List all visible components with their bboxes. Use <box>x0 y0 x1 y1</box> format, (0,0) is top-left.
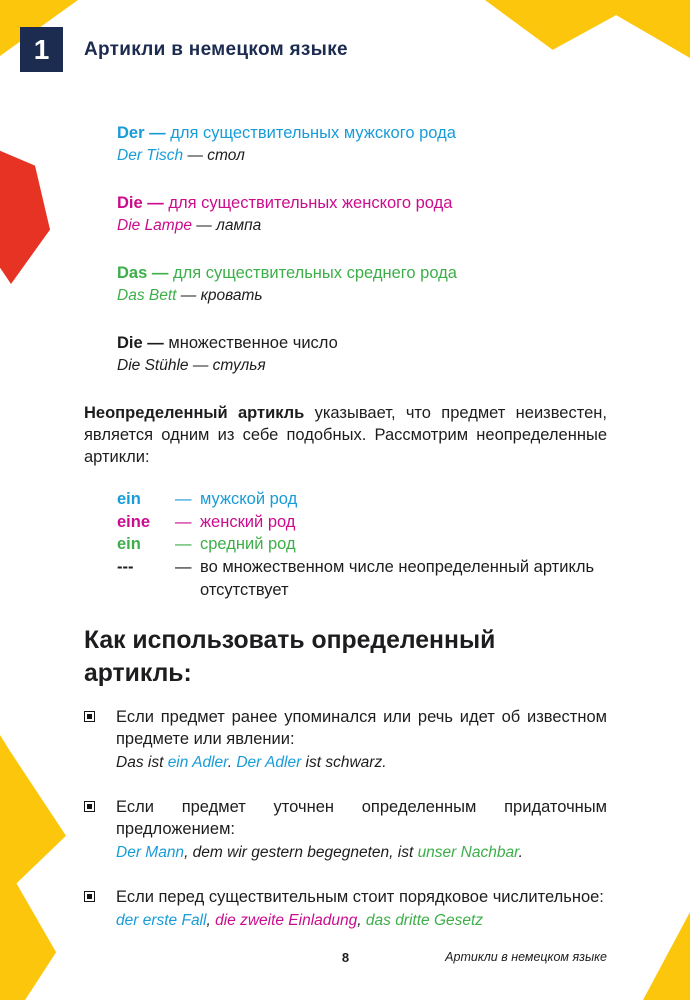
example-segment: , dem wir gestern begegneten, ist <box>184 844 418 862</box>
paragraph-lead: Неопределенный артикль <box>84 403 305 422</box>
article-description: для существительных мужского рода <box>170 124 456 142</box>
rule-text: Если предмет ранее упоминался или речь идет об известном предмете или явлении: <box>116 707 607 749</box>
indefinite-description: во множественном числе неопределенный артикль отсутствует <box>200 558 595 599</box>
indefinite-description: женский род <box>200 512 296 531</box>
rule-body <box>116 886 607 932</box>
example-segment: unser Nachbar <box>417 844 519 862</box>
rule-item-2 <box>84 796 607 864</box>
indefinite-term: ein <box>117 535 141 554</box>
dash: — <box>175 489 192 508</box>
example-segment: ist schwarz. <box>301 754 387 772</box>
rules-heading: Как использовать определенный артикль: <box>84 626 496 687</box>
page-number: 8 <box>341 950 350 965</box>
article-entry-line <box>117 332 607 354</box>
example-segment: . <box>518 844 523 862</box>
indefinite-description: мужской род <box>200 489 298 508</box>
example-german: Die Lampe <box>117 216 192 234</box>
indefinite-article-paragraph <box>84 402 607 468</box>
square-bullet-icon <box>84 711 95 722</box>
article-description: для существительных женского рода <box>168 193 453 212</box>
rule-item-1 <box>84 706 607 774</box>
article-term: Die — <box>117 193 164 212</box>
example-translation: — кровать <box>176 286 263 304</box>
article-entry-die-plural <box>117 332 607 377</box>
indefinite-row <box>117 511 607 534</box>
example-segment: das dritte Gesetz <box>365 912 484 930</box>
rule-item-3 <box>84 886 607 932</box>
indefinite-term: ein <box>117 489 141 508</box>
example-segment: , <box>206 912 216 930</box>
indefinite-description: средний род <box>200 535 296 554</box>
example-translation: — стол <box>183 147 245 165</box>
example-segment: die zweite Einladung <box>215 912 358 930</box>
page-header <box>0 0 690 72</box>
article-entry-das <box>117 262 607 307</box>
example-segment: Das ist <box>116 754 168 772</box>
indefinite-row <box>117 488 607 511</box>
rule-example <box>116 911 607 932</box>
article-description: для существительных среднего рода <box>172 263 457 282</box>
dash: — <box>175 558 192 577</box>
article-term: Der — <box>117 124 166 142</box>
example-german: Die Stühle <box>117 356 189 374</box>
dash: — <box>175 512 192 531</box>
example-segment: Der Adler <box>236 754 302 772</box>
rule-example <box>116 753 607 774</box>
indefinite-articles-list <box>117 488 607 602</box>
article-example <box>117 146 607 167</box>
page-title: Артикли в немецком языке <box>84 38 348 60</box>
page-content <box>0 122 690 932</box>
article-term: Das — <box>117 263 169 282</box>
article-entry-die <box>117 192 607 237</box>
example-german: Das Bett <box>117 286 177 304</box>
indefinite-term: --- <box>117 558 134 577</box>
article-example <box>117 216 607 237</box>
chapter-number: 1 <box>33 33 50 65</box>
rule-text: Если предмет уточнен определенным придаточным предложением: <box>116 797 607 839</box>
article-example <box>117 356 607 377</box>
example-german: Der Tisch <box>117 147 184 165</box>
square-bullet-icon <box>84 891 95 902</box>
example-segment: der erste Fall <box>116 912 207 930</box>
article-term: Die — <box>117 333 164 352</box>
example-segment: Der Mann <box>116 844 185 862</box>
example-segment: . <box>227 754 237 772</box>
indefinite-row <box>117 556 607 602</box>
definite-articles-list <box>117 122 607 377</box>
rule-example <box>116 843 607 864</box>
example-segment: , <box>357 912 366 930</box>
article-entry-line <box>117 262 607 284</box>
footer-section-title: Артикли в немецком языке <box>445 950 607 964</box>
paragraph-text: указывает, что предмет неизвестен, является одним из себе подобных. Рассмотрим неопределенные артикли: <box>84 403 607 466</box>
rule-text: Если перед существительным стоит порядковое числительное: <box>116 887 604 906</box>
indefinite-row <box>117 533 607 556</box>
rule-body <box>116 796 607 864</box>
chapter-number-badge <box>20 27 63 72</box>
rule-body <box>116 706 607 774</box>
article-example <box>117 286 607 307</box>
page-footer <box>84 950 607 968</box>
article-entry-line <box>117 122 607 144</box>
indefinite-term: eine <box>117 512 151 531</box>
article-entry-line <box>117 192 607 214</box>
article-entry-der <box>117 122 607 167</box>
example-segment: ein Adler <box>167 754 228 772</box>
square-bullet-icon <box>84 801 95 812</box>
example-translation: — лампа <box>191 216 262 234</box>
article-description: множественное число <box>168 333 338 352</box>
example-translation: — стулья <box>188 356 266 374</box>
dash: — <box>175 535 192 554</box>
